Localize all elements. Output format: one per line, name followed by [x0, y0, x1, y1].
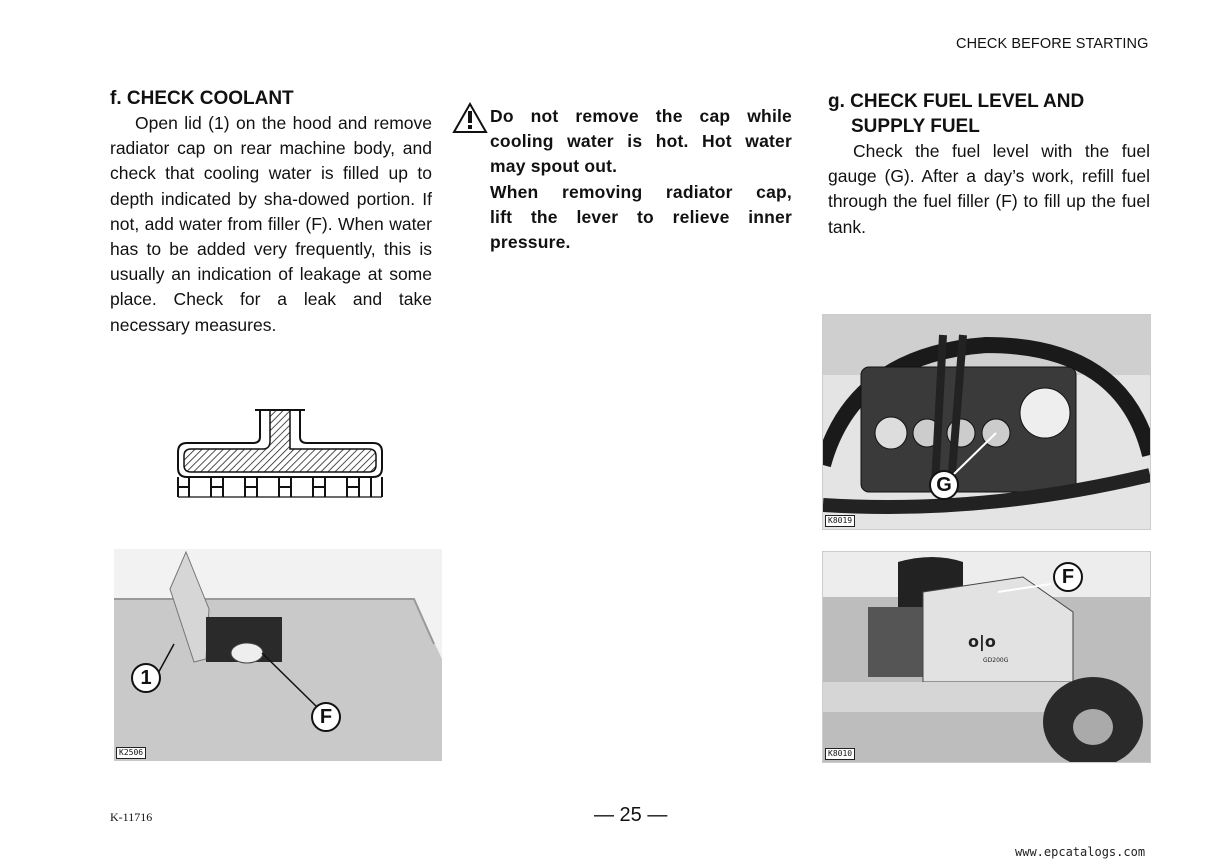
page-number: — 25 —: [594, 804, 668, 826]
document-number: K-11716: [110, 810, 153, 824]
callout-f-filler: F: [311, 702, 341, 732]
hood-photo: [114, 549, 442, 761]
warning-line: Do not remove the cap while: [490, 106, 792, 126]
fuel-section: [828, 89, 1150, 240]
fuel-title: [828, 89, 1150, 139]
svg-text:o|o: o|o: [968, 632, 996, 651]
warning-line: lift the lever to relieve inner: [490, 206, 792, 227]
watermark: www.epcatalogs.com: [1015, 845, 1146, 859]
coolant-section: [110, 86, 432, 338]
warning-line: When removing radiator cap,: [490, 181, 792, 202]
fuel-gauge-photo: [822, 314, 1151, 530]
fuel-title-line1: g. CHECK FUEL LEVEL AND: [828, 91, 1085, 112]
warning-triangle-icon: [452, 102, 488, 134]
warning-block: [452, 104, 792, 255]
photo-code: K2506: [116, 747, 146, 759]
warning-line: pressure.: [490, 232, 571, 253]
section-header: CHECK BEFORE STARTING: [956, 36, 1149, 52]
fuel-body: Check the fuel level with the fuel gauge (G). After a day’s work, refill fuel through the fuel filler (F) to fill up the fuel tank.: [828, 141, 1150, 237]
photo-code: K8010: [825, 748, 855, 760]
radiator-level-diagram: [175, 405, 385, 500]
coolant-body: Open lid (1) on the hood and remove radiator cap on rear machine body, and check that cooling water is filled up to depth indicated by sha-dowed portion. If not, add water from filler (F). When water has to be added very frequently, this is usually an indication of leakage at some place. Check for a leak and take necessary measures.: [110, 113, 432, 335]
callout-f-fuel-filler: F: [1053, 562, 1083, 592]
svg-text:GD200G: GD200G: [983, 657, 1009, 664]
fuel-title-line2: SUPPLY FUEL: [851, 116, 980, 137]
callout-1: 1: [131, 663, 161, 693]
warning-text: [452, 104, 792, 255]
coolant-title: f. CHECK COOLANT: [110, 88, 294, 109]
callout-g-gauge: G: [929, 470, 959, 500]
warning-line: cooling water is hot. Hot water: [490, 131, 792, 152]
fuel-filler-photo: [822, 551, 1151, 763]
warning-line: may spout out.: [490, 156, 618, 177]
photo-code: K8019: [825, 515, 855, 527]
